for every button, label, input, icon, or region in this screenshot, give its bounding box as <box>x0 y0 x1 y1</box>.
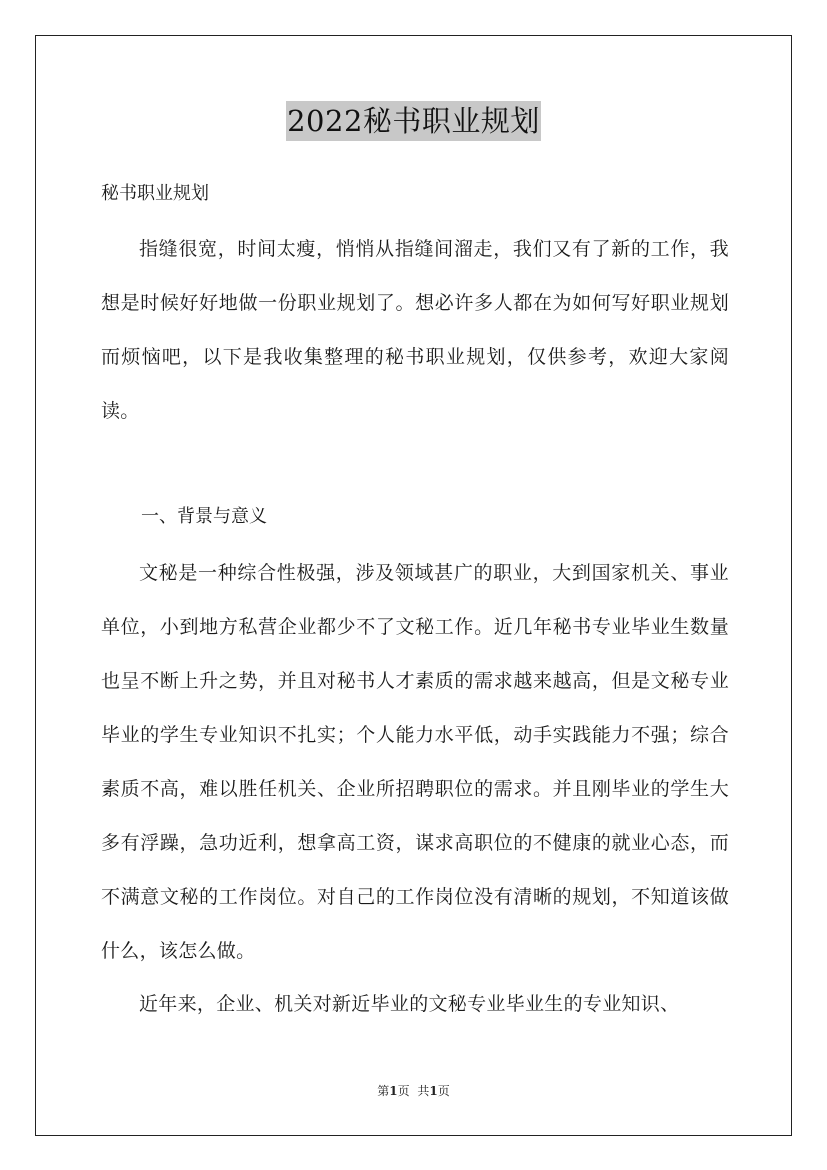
total-prefix: 共 <box>417 1084 430 1098</box>
document-title: 2022秘书职业规划 <box>286 101 541 141</box>
intro-paragraph: 指缝很宽，时间太瘦，悄悄从指缝间溜走，我们又有了新的工作，我想是时候好好地做一份职业规划了。想必许多人都在为如何写好职业规划而烦恼吧，以下是我收集整理的秘书职业规划，仅供参考，欢迎大家阅读。 <box>101 238 729 422</box>
total-number: 1 <box>429 1084 438 1098</box>
body-paragraph-2: 近年来，企业、机关对新近毕业的文秘专业毕业生的专业知识、 <box>139 993 680 1015</box>
page-prefix: 第 <box>377 1084 390 1098</box>
total-suffix: 页 <box>437 1084 450 1098</box>
section-heading: 一、背景与意义 <box>141 506 267 527</box>
body-paragraph-1: 文秘是一种综合性极强，涉及领域甚广的职业，大到国家机关、事业单位，小到地方私营企业都少不了文秘工作。近几年秘书专业毕业生数量也呈不断上升之势，并且对秘书人才素质的需求越来越高，但是文秘专业毕业的学生专业知识不扎实；个人能力水平低，动手实践能力不强；综合素质不高，难以胜任机关、企业所招聘职位的需求。并且刚毕业的学生大多有浮躁，急功近利，想拿高工资，谋求高职位的不健康的就业心态，而不满意文秘的工作岗位。对自己的工作岗位没有清晰的规划，不知道该做什么，该怎么做。 <box>101 562 729 962</box>
document-subtitle: 秘书职业规划 <box>101 183 209 204</box>
page-footer <box>0 1082 827 1100</box>
page-suffix: 页 <box>397 1084 410 1098</box>
title-container <box>0 101 827 141</box>
page-number: 1 <box>389 1084 398 1098</box>
